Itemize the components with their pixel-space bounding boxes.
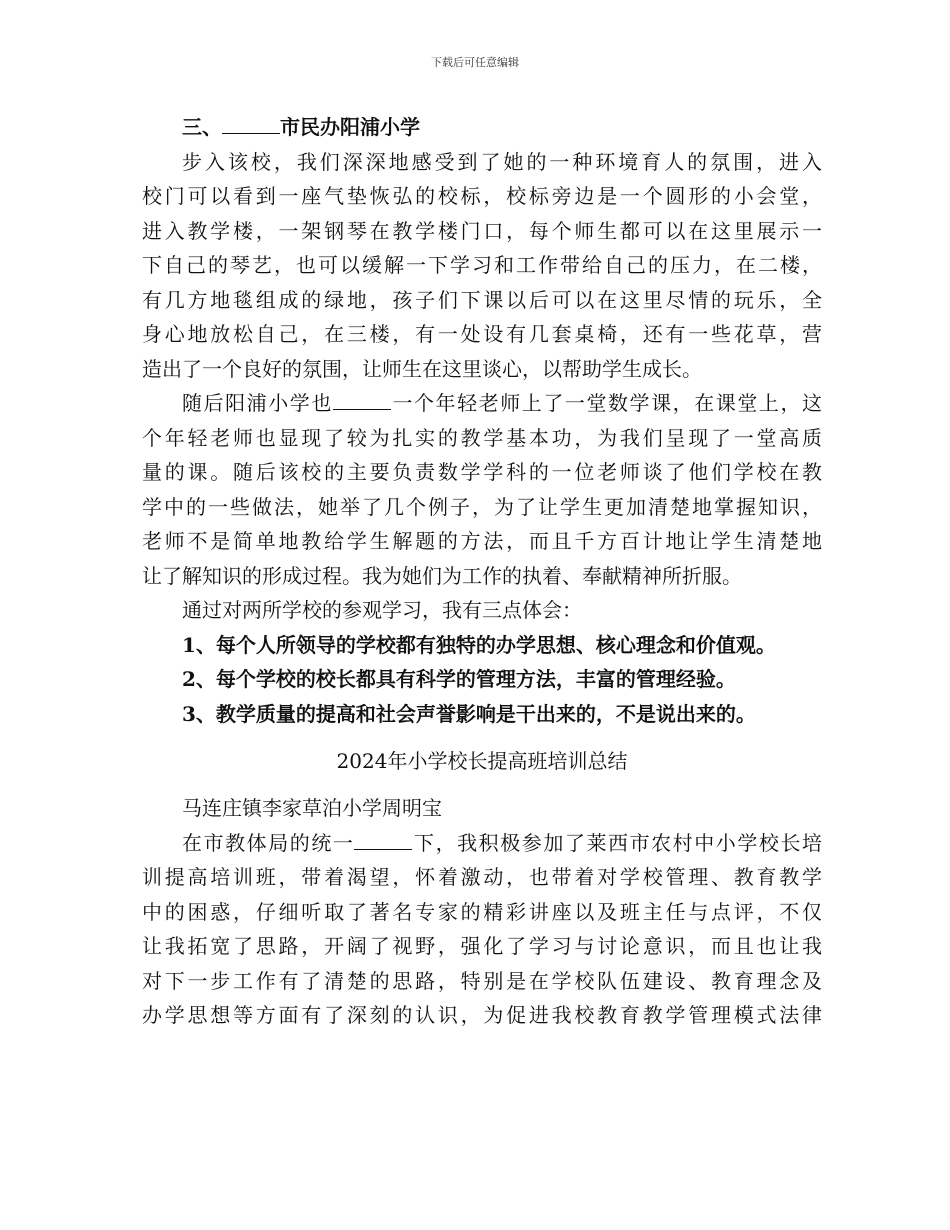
text-before-blank: 随后阳浦小学也: [182, 391, 333, 415]
section-heading-prefix: 三、: [182, 115, 222, 139]
document-body: [142, 110, 822, 1033]
section-heading-text: 市民办阳浦小学: [280, 115, 420, 139]
paragraph-line: 训提高培训班，带着渴望，怀着激动，也带着对学校管理、教育教学: [142, 865, 822, 889]
paragraph-line: 个年轻老师也显现了较为扎实的教学基本功，为我们呈现了一堂高质: [142, 425, 822, 450]
paragraph-line-with-blank: [142, 386, 822, 421]
paragraph-line: 有几方地毯组成的绿地，孩子们下课以后可以在这里尽情的玩乐，全: [142, 287, 822, 312]
paragraph-line: 步入该校，我们深深地感受到了她的一种环境育人的氛围，进入: [182, 149, 822, 174]
paragraph-line: 让了解知识的形成过程。我为她们为工作的执着、奉献精神所折服。: [142, 563, 742, 588]
key-point: 2、每个学校的校长都具有科学的管理方法，丰富的管理经验。: [182, 667, 736, 691]
paragraph-line: 老师不是简单地教给学生解题的方法，而且千方百计地让学生清楚地: [142, 529, 822, 553]
paragraph-line: 下自己的琴艺，也可以缓解一下学习和工作带给自己的压力，在二楼，: [142, 253, 822, 277]
paragraph-line: 对下一步工作有了清楚的思路，特别是在学校队伍建设、教育理念及: [142, 968, 822, 993]
paragraph-line: 学中的一些做法，她举了几个例子，为了让学生更加清楚地掌握知识，: [142, 494, 822, 519]
paragraph-line: 通过对两所学校的参观学习，我有三点体会：: [182, 598, 582, 622]
fill-blank: [354, 831, 412, 850]
paragraph-line: 校门可以看到一座气垫恢弘的校标，校标旁边是一个圆形的小会堂，: [142, 184, 822, 208]
document-title: 2024年小学校长提高班培训总结: [336, 749, 628, 773]
text-after-blank: 下，我积极参加了莱西市农村中小学校长培: [412, 830, 823, 855]
fill-blank: [333, 391, 391, 410]
paragraph-line: 造出了一个良好的氛围，让师生在这里谈心，以帮助学生成长。: [142, 356, 702, 381]
section-heading: [142, 110, 822, 145]
text-before-blank: 在市教体局的统一: [182, 830, 355, 855]
paragraph-line: 办学思想等方面有了深刻的认识，为促进我校教育教学管理模式法律: [142, 1003, 822, 1027]
paragraph-line: 中的困惑，仔细听取了著名专家的精彩讲座以及班主任与点评，不仅: [142, 899, 822, 924]
key-point: 1、每个人所领导的学校都有独特的办学思想、核心理念和价值观。: [182, 632, 776, 657]
page-header-note: 下载后可任意编辑: [431, 56, 519, 69]
paragraph-line: 让我拓宽了思路，开阔了视野，强化了学习与讨论意识，而且也让我: [142, 934, 822, 958]
paragraph-line: 量的课。随后该校的主要负责数学学科的一位老师谈了他们学校在教: [142, 460, 822, 484]
heading-fill-blank: [222, 115, 280, 134]
author-line: 马连庄镇李家草泊小学周明宝: [182, 796, 442, 820]
key-point: 3、教学质量的提高和社会声誉影响是干出来的，不是说出来的。: [182, 701, 756, 726]
text-after-blank: 一个年轻老师上了一堂数学课，在课堂上，这: [390, 391, 823, 415]
paragraph-line: 进入教学楼，一架钢琴在教学楼门口，每个师生都可以在这里展示一: [142, 218, 822, 243]
paragraph-line: 身心地放松自己，在三楼，有一处设有几套桌椅，还有一些花草，营: [142, 322, 822, 346]
paragraph-line-with-blank: [142, 826, 822, 861]
